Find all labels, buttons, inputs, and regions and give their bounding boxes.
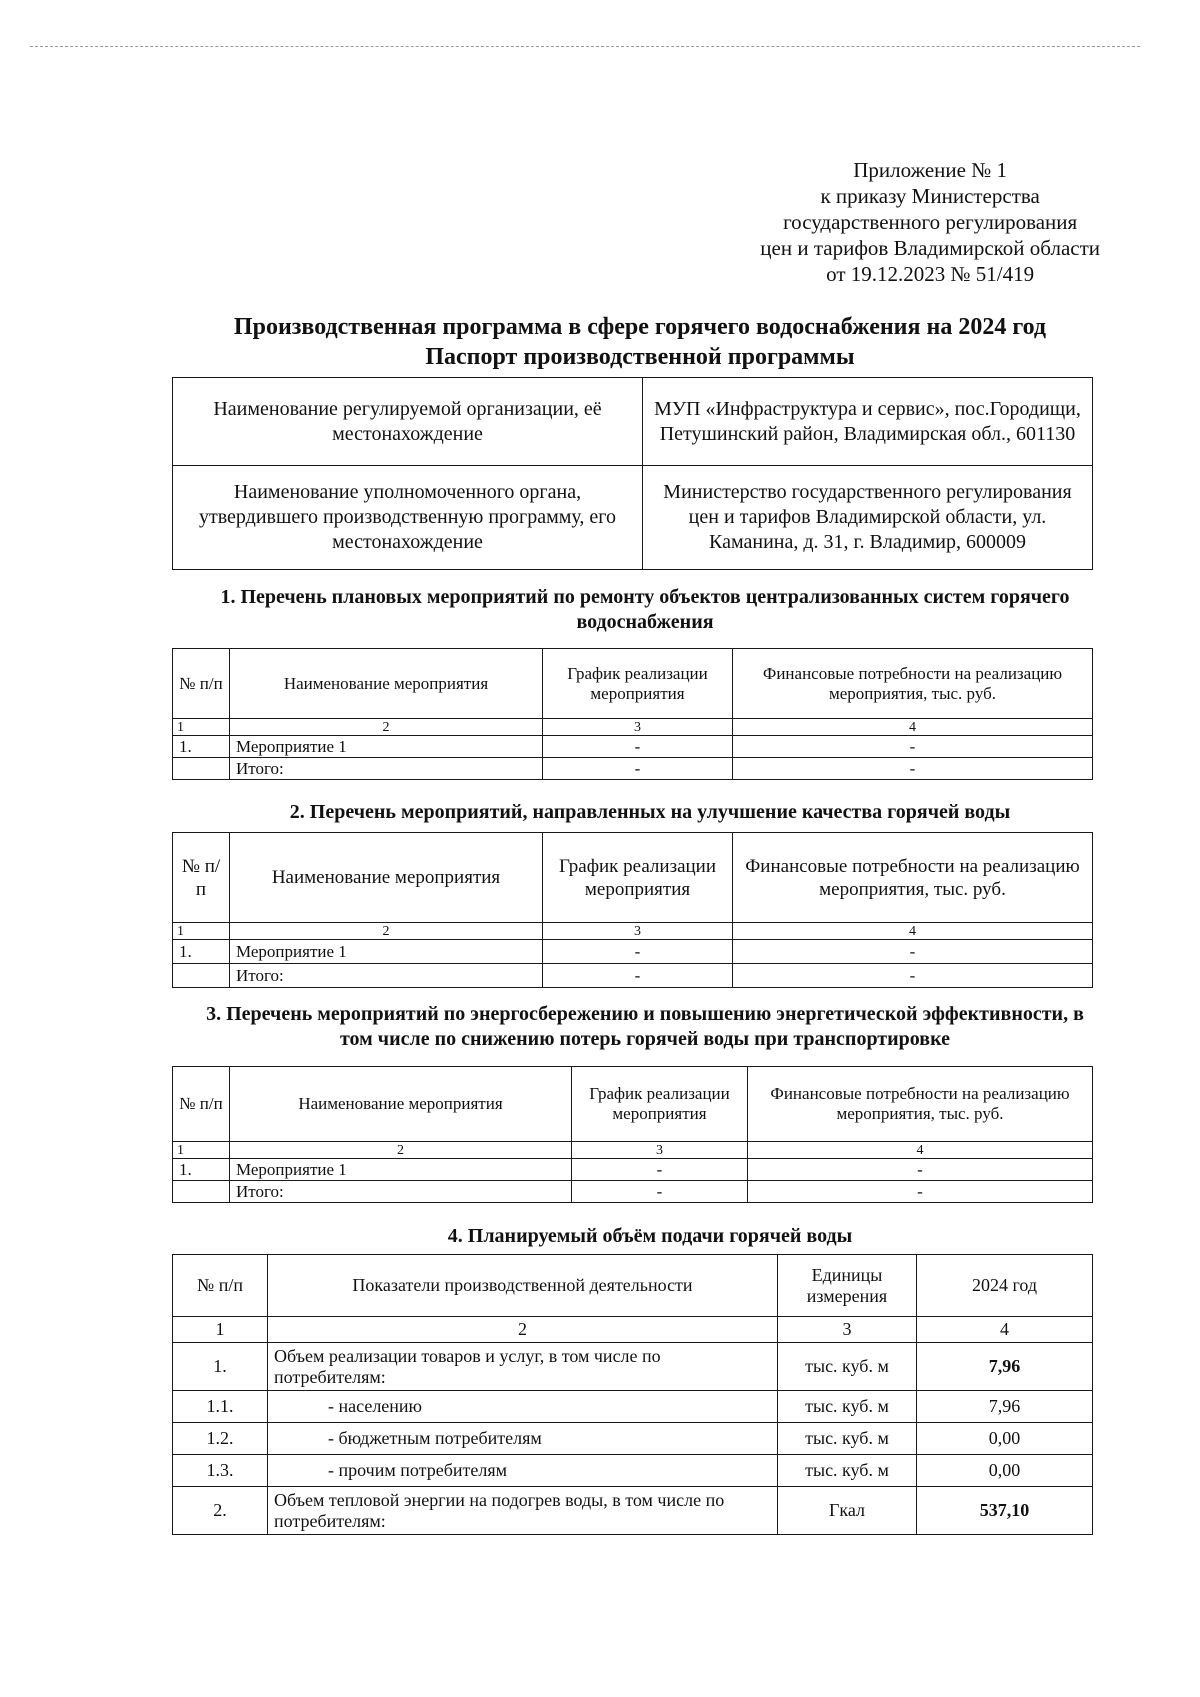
- row-value: 0,00: [917, 1455, 1093, 1487]
- passport-value: МУП «Инфраструктура и сервис», пос.Городищи, Петушинский район, Владимирская обл., 601130: [643, 378, 1093, 466]
- total-row: [173, 964, 1093, 988]
- row-indicator: - населению: [268, 1391, 778, 1423]
- passport-value: Министерство государственного регулирования цен и тарифов Владимирской области, ул. Каманина, д. 31, г. Владимир, 600009: [643, 466, 1093, 570]
- table-row: [173, 1423, 1093, 1455]
- passport-row: [173, 466, 1093, 570]
- row-value: 0,00: [917, 1423, 1093, 1455]
- row-name: Итого:: [230, 964, 543, 988]
- appendix-line: от 19.12.2023 № 51/419: [826, 262, 1035, 286]
- row-finance: -: [748, 1181, 1093, 1203]
- table-row: [173, 940, 1093, 964]
- row-num: [173, 964, 230, 988]
- row-num: 1.: [173, 1159, 230, 1181]
- header-num: № п/п: [173, 833, 230, 923]
- row-name: Мероприятие 1: [230, 1159, 572, 1181]
- section-1-table: [172, 648, 1093, 780]
- column-number: 3: [543, 923, 733, 940]
- row-num: 1.3.: [173, 1455, 268, 1487]
- row-finance: -: [748, 1159, 1093, 1181]
- table-row: [173, 1455, 1093, 1487]
- total-row: [173, 1181, 1093, 1203]
- table-header-row: [173, 1255, 1093, 1317]
- column-number: 2: [230, 719, 543, 736]
- section-4-title: 4. Планируемый объём подачи горячей воды: [447, 1225, 853, 1247]
- header-schedule: График реализации мероприятия: [543, 833, 733, 923]
- row-unit: тыс. куб. м: [778, 1343, 917, 1391]
- row-finance: -: [733, 940, 1093, 964]
- row-unit: тыс. куб. м: [778, 1391, 917, 1423]
- row-num: 1.: [173, 736, 230, 758]
- table-row: [173, 1343, 1093, 1391]
- column-number: 4: [733, 923, 1093, 940]
- section-3-table: [172, 1066, 1093, 1203]
- appendix-line: к приказу Министерства: [820, 184, 1040, 208]
- column-number: 2: [268, 1317, 778, 1343]
- header-name: Наименование мероприятия: [230, 833, 543, 923]
- row-indicator: - прочим потребителям: [268, 1455, 778, 1487]
- row-name: Итого:: [230, 1181, 572, 1203]
- column-number: 1: [173, 923, 230, 940]
- header-schedule: График реализации мероприятия: [572, 1067, 748, 1142]
- row-finance: -: [733, 736, 1093, 758]
- volume-table: [172, 1254, 1093, 1535]
- column-number: 2: [230, 923, 543, 940]
- row-unit: тыс. куб. м: [778, 1455, 917, 1487]
- appendix-line: цен и тарифов Владимирской области: [760, 236, 1100, 260]
- header-name: Наименование мероприятия: [230, 649, 543, 719]
- scan-artifact-line: [30, 46, 1140, 47]
- row-num: 1.1.: [173, 1391, 268, 1423]
- row-unit: Гкал: [778, 1487, 917, 1535]
- header-schedule: График реализации мероприятия: [543, 649, 733, 719]
- column-number-row: [173, 923, 1093, 940]
- column-number: 4: [917, 1317, 1093, 1343]
- column-number: 3: [543, 719, 733, 736]
- column-number-row: [173, 1317, 1093, 1343]
- row-value: 7,96: [917, 1391, 1093, 1423]
- document-subtitle: Паспорт производственной программы: [425, 344, 855, 370]
- appendix-line: Приложение № 1: [853, 158, 1008, 182]
- header-name: Наименование мероприятия: [230, 1067, 572, 1142]
- table-row: [173, 1487, 1093, 1535]
- row-indicator: Объем реализации товаров и услуг, в том числе по потребителям:: [268, 1343, 778, 1391]
- appendix-block: [760, 157, 1100, 287]
- row-num: 1.2.: [173, 1423, 268, 1455]
- table-row: [173, 736, 1093, 758]
- passport-table: [172, 377, 1093, 570]
- header-finance: Финансовые потребности на реализацию мероприятия, тыс. руб.: [748, 1067, 1093, 1142]
- appendix-line: государственного регулирования: [783, 210, 1078, 234]
- header-indicator: Показатели производственной деятельности: [268, 1255, 778, 1317]
- row-schedule: -: [543, 964, 733, 988]
- row-value: 537,10: [917, 1487, 1093, 1535]
- header-num: № п/п: [173, 1255, 268, 1317]
- passport-row: [173, 378, 1093, 466]
- column-number-row: [173, 1142, 1093, 1159]
- row-indicator: - бюджетным потребителям: [268, 1423, 778, 1455]
- row-schedule: -: [543, 758, 733, 780]
- header-num: № п/п: [173, 1067, 230, 1142]
- column-number: 3: [778, 1317, 917, 1343]
- column-number-row: [173, 719, 1093, 736]
- row-finance: -: [733, 758, 1093, 780]
- header-num: № п/п: [173, 649, 230, 719]
- row-num: [173, 758, 230, 780]
- document-title: Производственная программа в сфере горячего водоснабжения на 2024 год: [233, 314, 1047, 340]
- row-name: Мероприятие 1: [230, 736, 543, 758]
- table-header-row: [173, 833, 1093, 923]
- total-row: [173, 758, 1093, 780]
- passport-label: Наименование уполномоченного органа, утвердившего производственную программу, его местонахождение: [173, 466, 643, 570]
- row-num: 1.: [173, 1343, 268, 1391]
- row-schedule: -: [543, 736, 733, 758]
- column-number: 4: [748, 1142, 1093, 1159]
- row-num: 2.: [173, 1487, 268, 1535]
- header-finance: Финансовые потребности на реализацию мероприятия, тыс. руб.: [733, 833, 1093, 923]
- table-row: [173, 1159, 1093, 1181]
- column-number: 1: [173, 1142, 230, 1159]
- row-value: 7,96: [917, 1343, 1093, 1391]
- row-num: [173, 1181, 230, 1203]
- column-number: 3: [572, 1142, 748, 1159]
- section-1-title: 1. Перечень плановых мероприятий по ремонту объектов централизованных систем горячего водоснабжения: [220, 586, 1070, 633]
- section-2-title: 2. Перечень мероприятий, направленных на улучшение качества горячей воды: [289, 801, 1011, 823]
- row-unit: тыс. куб. м: [778, 1423, 917, 1455]
- table-header-row: [173, 649, 1093, 719]
- row-name: Итого:: [230, 758, 543, 780]
- section-3-title: 3. Перечень мероприятий по энергосбережению и повышению энергетической эффективности, в том числе по снижению потерь горячей воды при транспортировке: [206, 1003, 1084, 1050]
- table-header-row: [173, 1067, 1093, 1142]
- row-finance: -: [733, 964, 1093, 988]
- column-number: 4: [733, 719, 1093, 736]
- row-schedule: -: [572, 1181, 748, 1203]
- row-schedule: -: [572, 1159, 748, 1181]
- row-indicator: Объем тепловой энергии на подогрев воды, в том числе по потребителям:: [268, 1487, 778, 1535]
- section-2-table: [172, 832, 1093, 988]
- passport-label: Наименование регулируемой организации, её местонахождение: [173, 378, 643, 466]
- row-num: 1.: [173, 940, 230, 964]
- row-schedule: -: [543, 940, 733, 964]
- table-row: [173, 1391, 1093, 1423]
- column-number: 2: [230, 1142, 572, 1159]
- header-unit: Единицы измерения: [778, 1255, 917, 1317]
- row-name: Мероприятие 1: [230, 940, 543, 964]
- header-finance: Финансовые потребности на реализацию мероприятия, тыс. руб.: [733, 649, 1093, 719]
- column-number: 1: [173, 1317, 268, 1343]
- column-number: 1: [173, 719, 230, 736]
- header-year: 2024 год: [917, 1255, 1093, 1317]
